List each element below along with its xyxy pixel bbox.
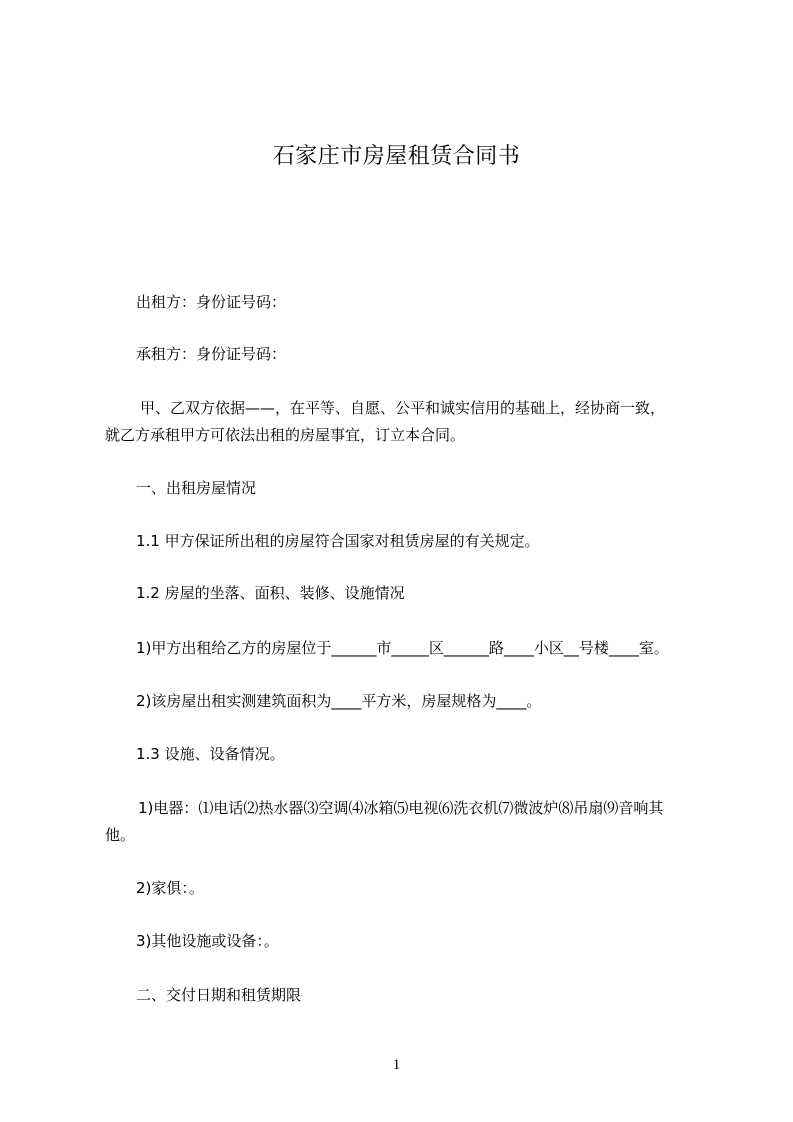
item-1-1: 1.1 甲方保证所出租的房屋符合国家对租赁房屋的有关规定。 bbox=[136, 532, 540, 550]
item-1-3: 1.3 设施、设备情况。 bbox=[136, 745, 285, 763]
lessor-line: 出租方：身份证号码： bbox=[136, 293, 287, 311]
appliances-line-1: 1)电器：⑴电话⑵热水器⑶空调⑷冰箱⑸电视⑹洗衣机⑺微波炉⑻吊扇⑼音响其 bbox=[138, 799, 664, 817]
appliances-line-2: 他。 bbox=[105, 826, 136, 844]
page-number: 1 bbox=[392, 1057, 401, 1073]
intro-line-2: 就乙方承租甲方可依法出租的房屋事宜，订立本合同。 bbox=[105, 426, 466, 444]
item-1-2: 1.2 房屋的坐落、面积、装修、设施情况 bbox=[136, 584, 405, 602]
other-facilities-line: 3)其他设施或设备：。 bbox=[136, 932, 279, 950]
intro-line-1: 甲、乙双方依据——，在平等、自愿、公平和诚实信用的基础上，经协商一致， bbox=[140, 399, 666, 417]
lessee-line: 承租方：身份证号码： bbox=[136, 345, 287, 363]
section-1-heading: 一、出租房屋情况 bbox=[136, 479, 257, 497]
section-2-heading: 二、交付日期和租赁期限 bbox=[136, 986, 302, 1004]
document-title: 石家庄市房屋租赁合同书 bbox=[272, 144, 521, 169]
furniture-line: 2)家俱：。 bbox=[136, 879, 204, 897]
item-1-2-location: 1)甲方出租给乙方的房屋位于______市_____区______路____小区__号楼____室。 bbox=[136, 639, 669, 657]
item-1-2-area: 2)该房屋出租实测建筑面积为____平方米，房屋规格为____。 bbox=[136, 692, 542, 710]
